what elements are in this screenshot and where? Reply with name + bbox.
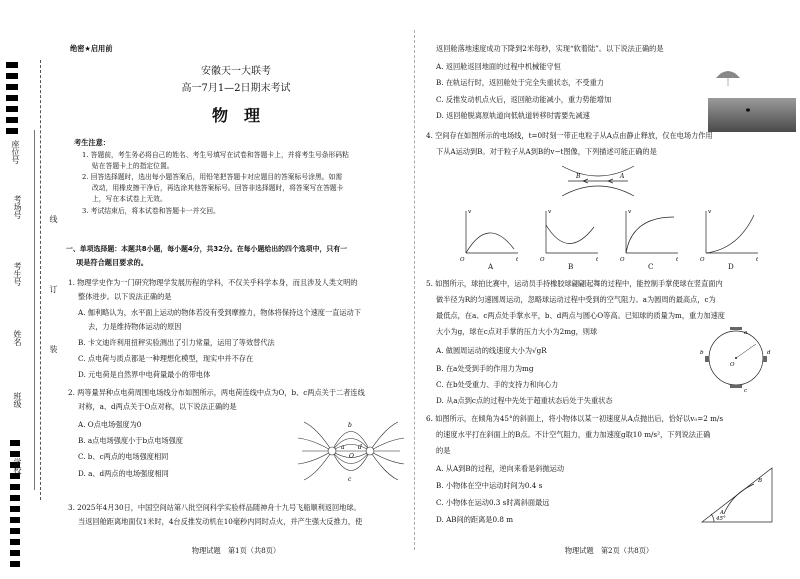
notice-line: 1. 答题前，考生务必将自己的姓名、考生号填写在试卷和答题卡上，并将考生号条形码粘 (82, 151, 349, 159)
q2-label-o: O (349, 453, 354, 460)
bind-mark: 订 (49, 285, 58, 293)
q5-option-a: A. 做圆周运动的线速度大小为√gR (436, 346, 547, 355)
q5-label-o: O (730, 362, 735, 368)
section-title: 一、单项选择题：本题共8小题，每小题4分，共32分。在每小题给出的四个选项中，只有一 (66, 245, 348, 253)
q4-stem: 4. 空间存在如图所示的电场线，t=0时刻一带正电粒子从A点由静止释放，仅在电场力作用 (426, 131, 713, 140)
name-label: 姓名 (13, 330, 22, 346)
q1-stem: 1. 物理学史作为一门研究物理学发展历程的学科，不仅关乎科学本身，而且涉及人类文明的 (68, 278, 358, 287)
q6-stem: 6. 如图所示，在倾角为45°的斜面上，将小物体以某一初速度从A点抛出后，恰好以v₀=2 m/s (426, 414, 724, 423)
q4-graph-label: A (488, 262, 494, 271)
q2-option-a: A. O点电场强度为0 (78, 420, 142, 429)
q2-label-c: c (348, 476, 352, 483)
notice-line: 改动，用橡皮擦干净后，再选涂其他答案标号。回答非选择题时，将答案写在答题卡 (92, 184, 344, 192)
q1-stem: 整体进步。以下说法正确的是 (78, 292, 172, 301)
class-label: 班级 (13, 392, 22, 408)
q2-option-c: C. b、c两点的电场强度相同 (78, 452, 169, 461)
seat-label: 座位号 (11, 140, 20, 164)
q6-label-angle: 45° (716, 516, 726, 522)
line-mark: 线 (49, 215, 58, 223)
notice-line: 2. 回答选择题时，选出每小题答案后，用铅笔把答题卡对应题目的答案标号涂黑。如需 (82, 173, 343, 181)
q6-option-a: A. 从A到B的过程，逆向来看是斜抛运动 (436, 464, 565, 473)
q4-graph-label: B (568, 262, 574, 271)
q4-stem: 下从A运动到B。对于粒子从A到B的v−t图像，下列描述可能正确的是 (436, 147, 657, 156)
q1-option-c: C. 点电荷与质点都是一种理想化模型，现实中并不存在 (78, 354, 254, 363)
q4-graph-label: C (648, 262, 654, 271)
pack-mark: 装 (49, 345, 58, 353)
q2-field-figure (292, 418, 410, 484)
exam-room-label: 考场号 (13, 195, 22, 219)
q1-option-d: D. 元电荷是自然界中电荷量最小的带电体 (78, 370, 211, 379)
notice-line: 3. 考试结束后，将本试卷和答题卡一并交回。 (82, 207, 220, 215)
q6-option-d: D. AB间的距离是0.8 m (436, 515, 514, 524)
q4-axis-t: t (596, 257, 599, 263)
q3-capsule-photo (708, 60, 796, 132)
q3-option-c: C. 反推发动机点火后，返回舱动能减小，重力势能增加 (436, 95, 612, 104)
q5-label-c: c (744, 388, 748, 394)
secret-label: 绝密★启用前 (70, 44, 113, 53)
q6-stem: 的速度水平打在斜面上的B点。不计空气阻力，重力加速度g取10 m/s²，下列说法正确 (436, 430, 711, 439)
q1-option-b: B. 卡文迪许利用扭秤实验测出了引力常量，运用了等效替代法 (78, 338, 275, 347)
q2-option-d: D. a、d两点的电场强度相同 (78, 469, 169, 478)
q5-stem: 最低点，在a、c两点处手掌水平，b、d两点与圆心O等高。已知球的质量为m，重力加速度 (436, 311, 725, 320)
q5-label-b: b (700, 350, 704, 356)
q5-stem: 做半径为R的匀速圆周运动，忽略球运动过程中受到的空气阻力。a为圆周的最高点，c为 (436, 295, 716, 304)
exam-title: 高一7月1—2日期末考试 (181, 83, 291, 94)
q3-stem: 当返回舱距离地面仅1米时，4台反推发动机在10毫秒内同时点火，并产生强大反推力，使 (78, 517, 363, 526)
q2-label-b: b (348, 422, 352, 429)
section-title-2: 项是符合题目要求的。 (76, 258, 148, 267)
q2-option-b: B. a点电场强度小于b点电场强度 (78, 436, 183, 445)
q4-origin: O (460, 257, 465, 263)
q4-axis-v: v (708, 209, 712, 215)
notice-line: 上，写在本试卷上无效。 (92, 195, 167, 203)
q4-axis-t: t (516, 257, 519, 263)
q4-axis-v: v (628, 209, 632, 215)
q4-origin: O (700, 257, 705, 263)
q4-label-b: B (576, 173, 581, 180)
q3-option-a: A. 返回舱返回地面的过程中机械能守恒 (436, 62, 561, 71)
q4-origin: O (620, 257, 625, 263)
q2-label-a: a (341, 444, 345, 451)
q3-option-b: B. 在轨运行时，返回舱处于完全失重状态，不受重力 (436, 78, 604, 87)
q5-option-b: B. 在a处受到手的作用力为mg (436, 364, 534, 373)
q4-graph-label: D (728, 262, 734, 271)
q1-option-a: 去，力是维持物体运动的原因 (88, 322, 182, 331)
q4-axis-t: t (756, 257, 759, 263)
q6-label-b: B (758, 478, 763, 484)
q5-label-d: d (767, 350, 771, 356)
q3-option-d: D. 返回舱脱离原轨道向低轨道转移时需要先减速 (436, 111, 590, 120)
q4-axis-t: t (676, 257, 679, 263)
right-page (418, 0, 800, 579)
q6-label-a: A (720, 510, 724, 516)
q4-origin: O (540, 257, 545, 263)
q2-stem: 2. 两等量异种点电荷周围电场线分布如图所示，两电荷连线中点为O，b、c两点关于二者连线 (68, 388, 365, 397)
q5-option-c: C. 在b处受重力、手的支持力和向心力 (436, 380, 559, 389)
page-footer-right: 物理试题 第2页（共8页） (564, 546, 654, 555)
q3-stem: 返回舱落地速度成功下降到2米每秒，实现“软着陆”。以下说法正确的是 (436, 44, 664, 53)
q5-option-d: D. 从a点到c点的过程中先处于超重状态后处于失重状态 (436, 396, 613, 405)
binding-strip (0, 0, 68, 579)
q4-label-a: A (620, 173, 625, 180)
q5-circle-figure (700, 322, 772, 394)
org-title: 安徽天一大联考 (201, 66, 271, 77)
q6-option-c: C. 小物体在运动0.3 s时离斜面最远 (436, 498, 550, 507)
q4-graphs (458, 205, 778, 269)
q5-label-a: a (744, 330, 748, 336)
q5-stem: 大小为g，球在c点对手掌的压力大小为2mg，则球 (436, 327, 598, 336)
school-label: 学校 (13, 458, 22, 474)
left-page (60, 0, 412, 579)
q6-incline-figure (698, 464, 778, 528)
q5-stem: 5. 如图所示，球拍比赛中，运动员手持橡胶球翩翩起舞的过程中，能控制手掌使球在竖直面内 (426, 279, 723, 288)
q1-option-a: A. 伽利略认为，水平面上运动的物体若没有受到摩擦力，物体将保持这个速度一直运动下 (78, 308, 361, 317)
notice-line: 贴在答题卡上的指定位置。 (92, 162, 174, 170)
notice-title: 考生注意： (74, 138, 110, 147)
q2-stem: 对称，a、d两点关于O点对称，以下说法正确的是 (78, 402, 237, 411)
page-footer-left: 物理试题 第1页（共8页） (191, 546, 281, 555)
q3-stem: 3. 2025年4月30日，中国空间站第八批空间科学实验样品随神舟十九号飞船顺利返回地球。 (68, 503, 361, 512)
q6-option-b: B. 小物体在空中运动时间为0.4 s (436, 481, 543, 490)
q4-axis-v: v (468, 209, 472, 215)
q6-stem: 的是 (436, 446, 451, 455)
q2-label-d: d (358, 444, 362, 451)
q4-axis-v: v (548, 209, 552, 215)
subject-title: 物 理 (211, 106, 260, 125)
page-divider (414, 30, 416, 550)
student-no-label: 考生号 (13, 262, 22, 286)
q4-field-figure (558, 160, 638, 202)
